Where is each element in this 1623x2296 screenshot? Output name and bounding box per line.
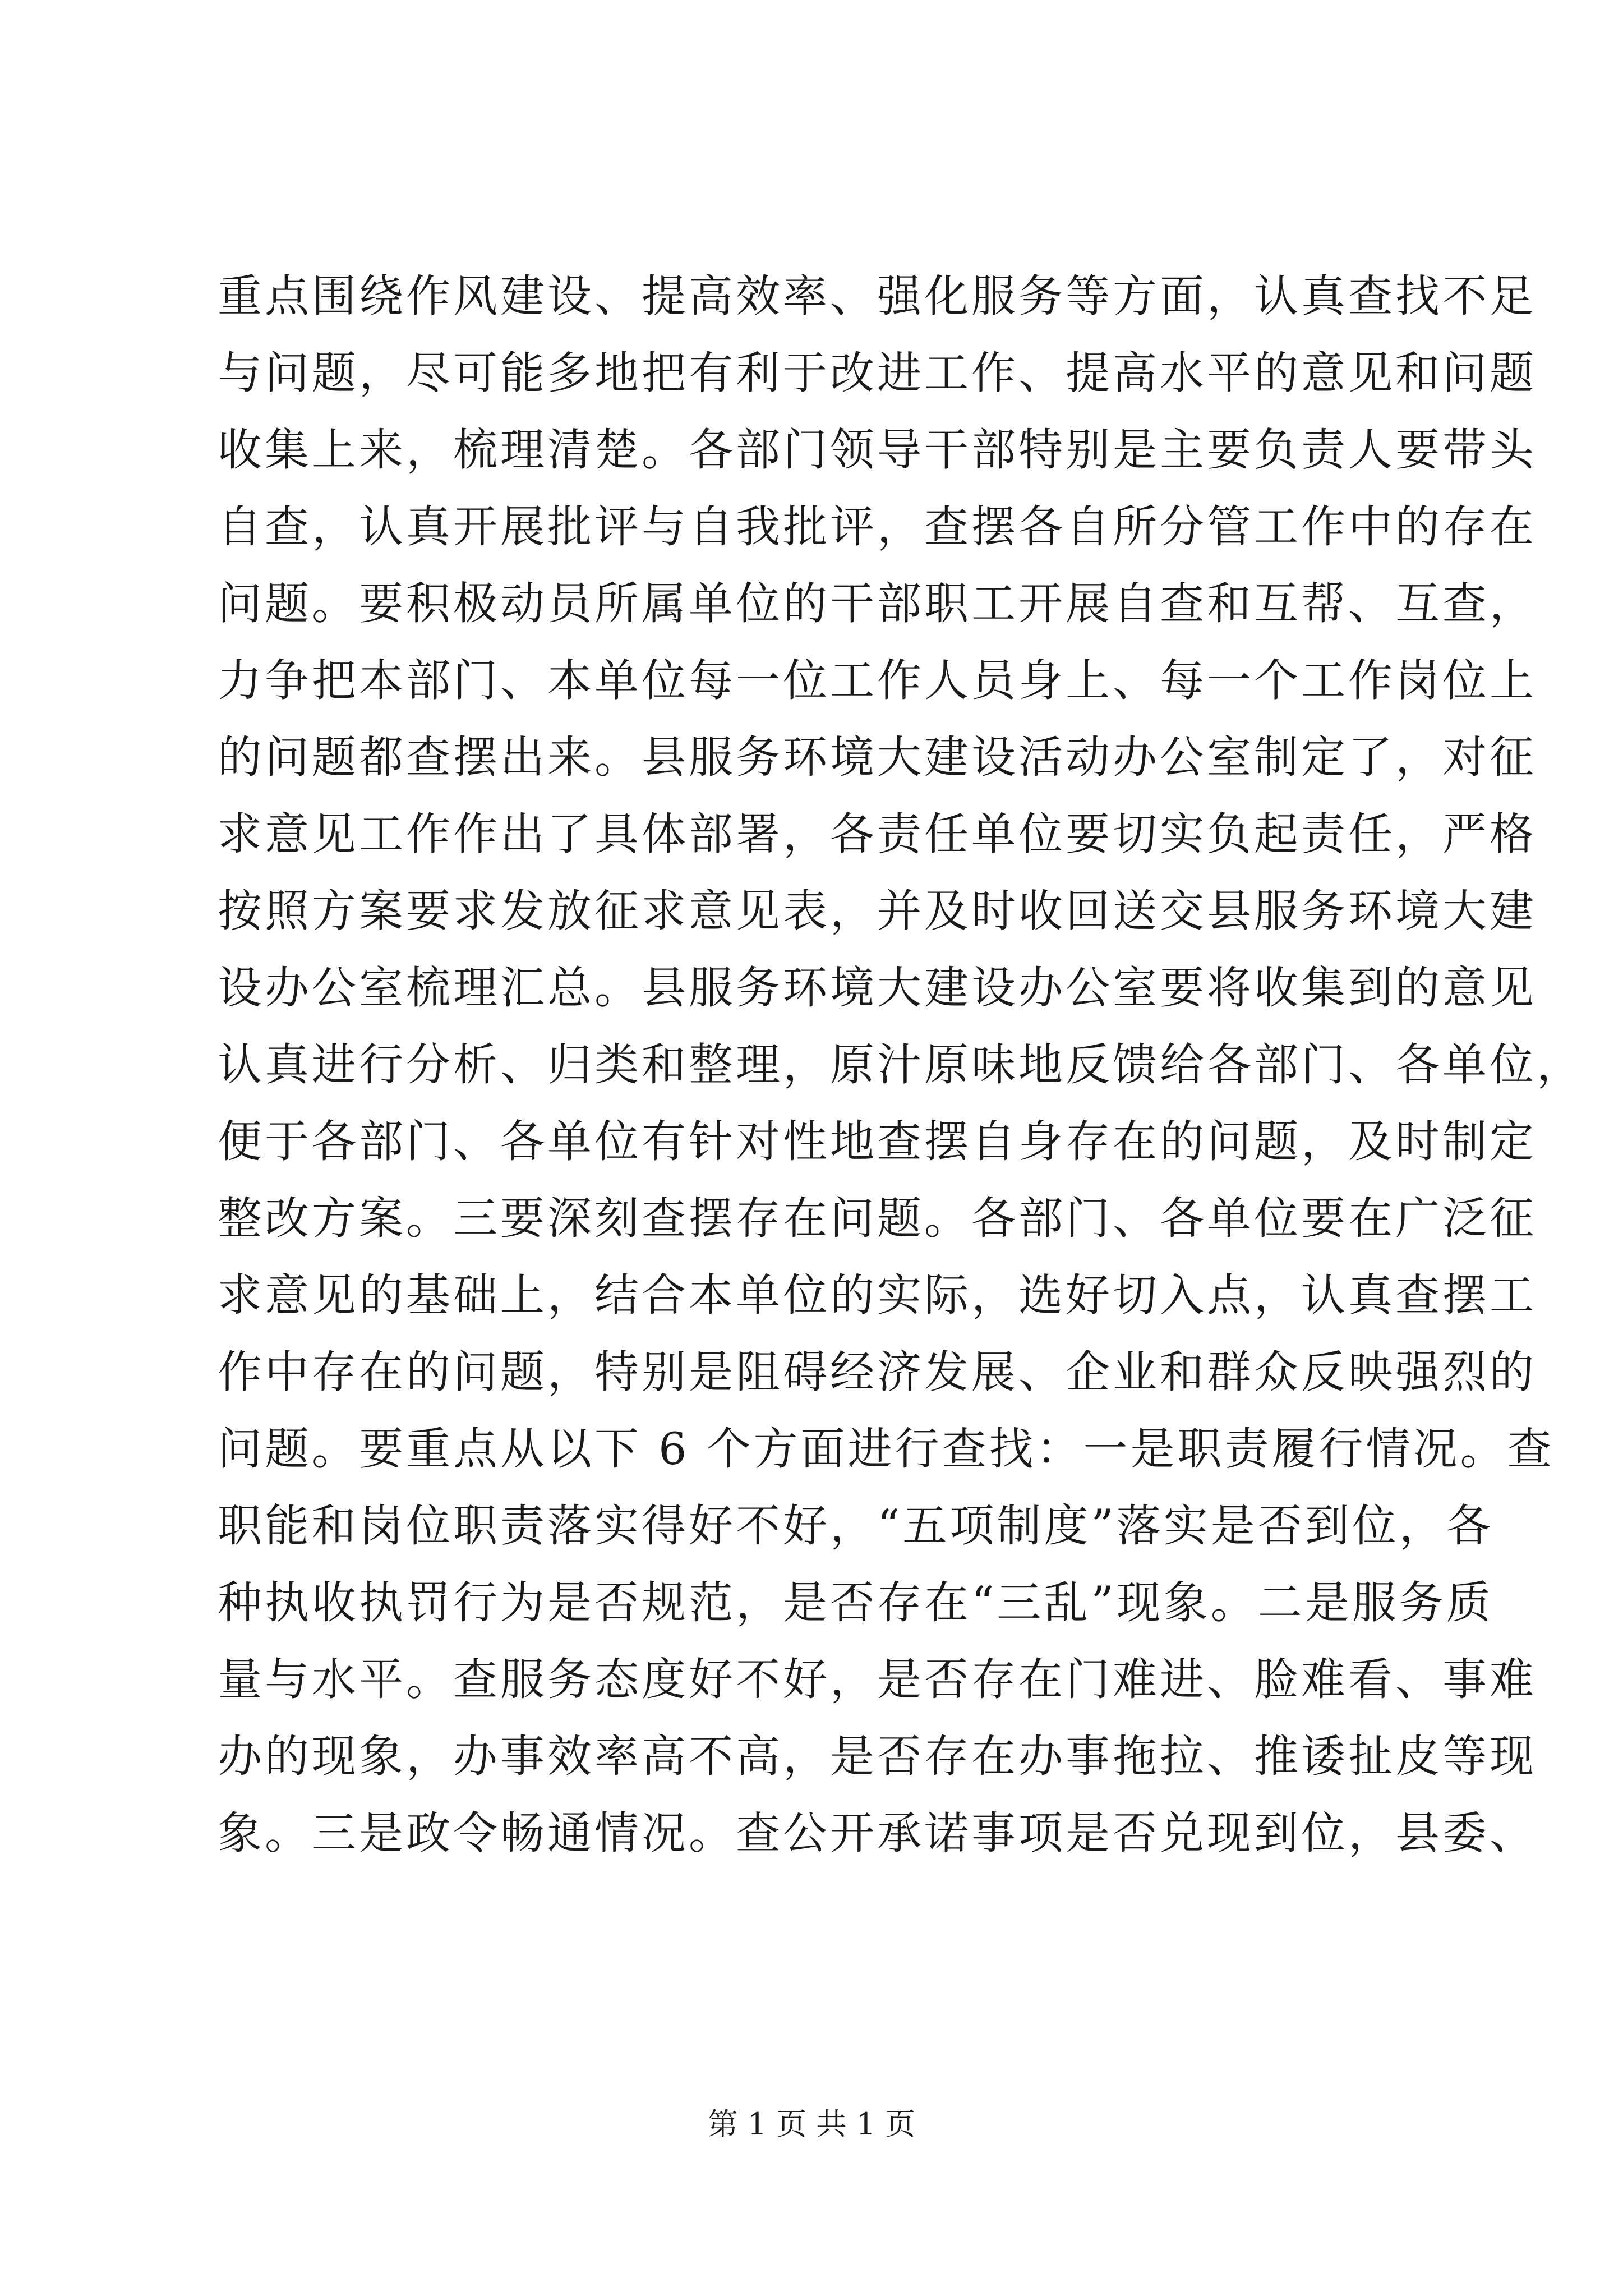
page-number-label: 第 1 页 共 1 页 [707, 2106, 916, 2142]
text-line: 整改方案。三要深刻查摆存在问题。各部门、各单位要在广泛征 [218, 1193, 1537, 1244]
text-line: 便于各部门、各单位有针对性地查摆自身存在的问题，及时制定 [218, 1116, 1537, 1167]
text-line: 收集上来，梳理清楚。各部门领导干部特别是主要负责人要带头 [218, 424, 1537, 476]
body-text [218, 258, 1584, 1872]
text-line: 问题。要重点从以下 6 个方面进行查找：一是职责履行情况。查 [218, 1423, 1555, 1475]
text-line: 与问题，尽可能多地把有利于改进工作、提高水平的意见和问题 [218, 347, 1537, 399]
page-footer [0, 2105, 1623, 2144]
text-line: 象。三是政令畅通情况。查公开承诺事项是否兑现到位，县委、 [218, 1807, 1537, 1859]
text-line: 职能和岗位职责落实得好不好，“五项制度”落实是否到位，各 [218, 1500, 1493, 1552]
text-line: 问题。要积极动员所属单位的干部职工开展自查和互帮、互查， [218, 578, 1537, 629]
text-line: 力争把本部门、本单位每一位工作人员身上、每一个工作岗位上 [218, 655, 1537, 706]
text-line: 设办公室梳理汇总。县服务环境大建设办公室要将收集到的意见 [218, 962, 1537, 1014]
text-line: 求意见工作作出了具体部署，各责任单位要切实负起责任，严格 [218, 808, 1537, 860]
text-line: 办的现象，办事效率高不高，是否存在办事拖拉、推诿扯皮等现 [218, 1731, 1537, 1782]
text-line: 按照方案要求发放征求意见表，并及时收回送交县服务环境大建 [218, 885, 1537, 937]
text-line: 自查，认真开展批评与自我批评，查摆各自所分管工作中的存在 [218, 501, 1537, 553]
text-line: 种执收执罚行为是否规范，是否存在“三乱”现象。二是服务质 [218, 1577, 1493, 1628]
text-line: 作中存在的问题，特别是阻碍经济发展、企业和群众反映强烈的 [218, 1346, 1537, 1398]
text-line: 重点围绕作风建设、提高效率、强化服务等方面，认真查找不足 [218, 270, 1537, 322]
text-line: 量与水平。查服务态度好不好，是否存在门难进、脸难看、事难 [218, 1654, 1537, 1705]
text-line: 求意见的基础上，结合本单位的实际，选好切入点，认真查摆工 [218, 1269, 1537, 1321]
text-line: 的问题都查摆出来。县服务环境大建设活动办公室制定了，对征 [218, 731, 1537, 783]
text-line: 认真进行分析、归类和整理，原汁原味地反馈给各部门、各单位， [218, 1039, 1584, 1091]
